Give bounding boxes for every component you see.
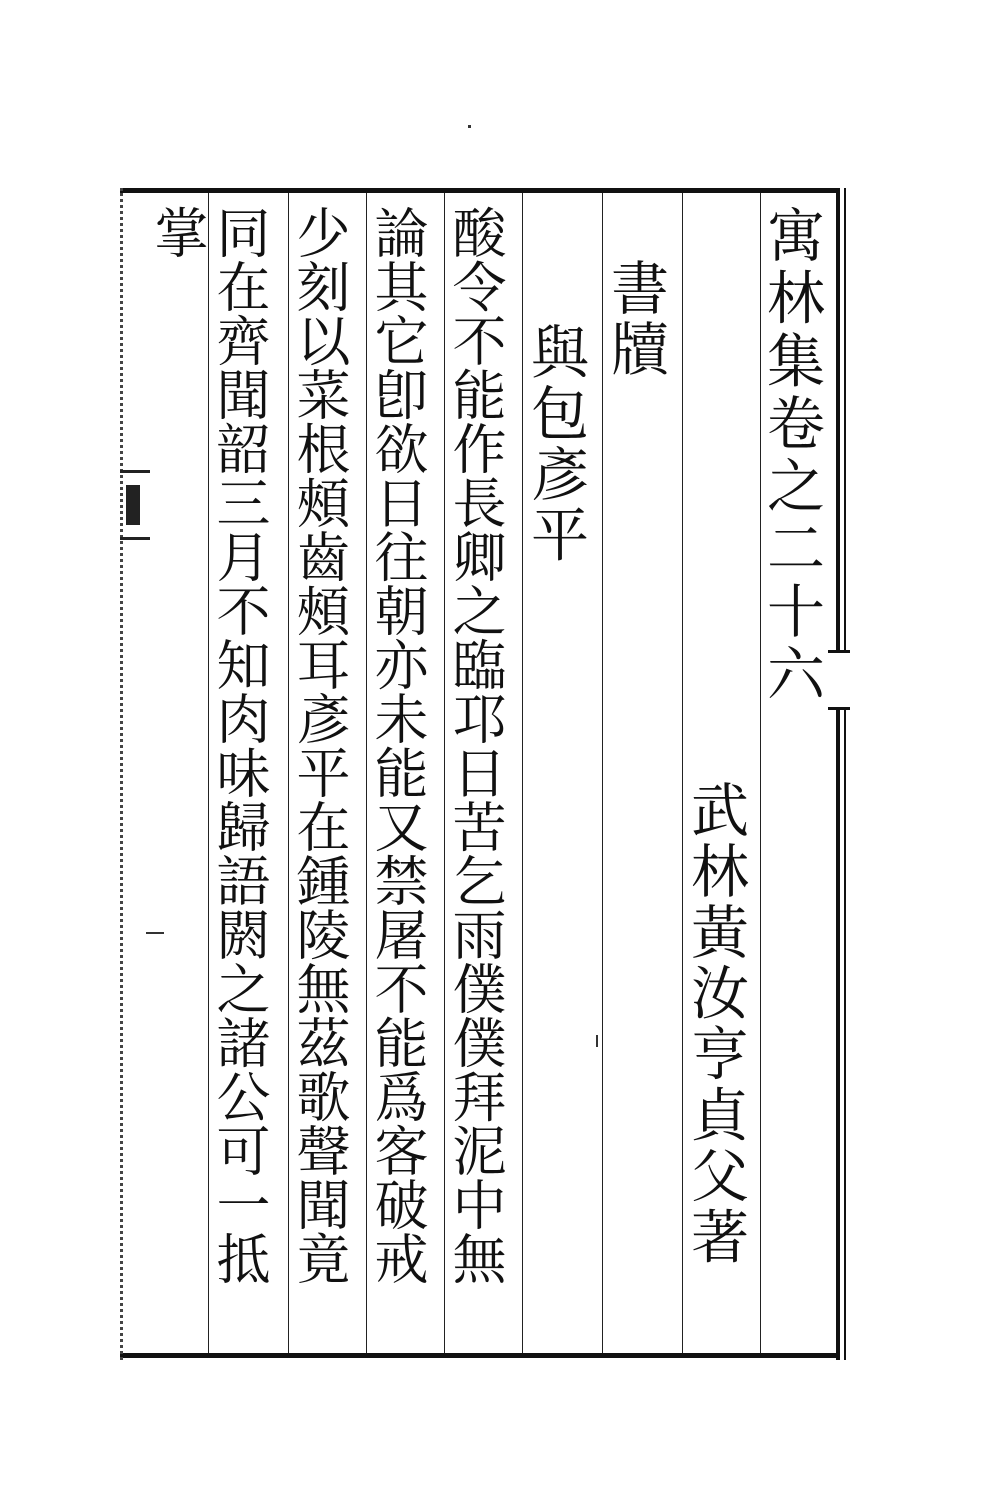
text-column-1: 酸令不能作長卿之臨邛日苦乞雨僕僕拜泥中無 (444, 205, 507, 1285)
text-column-2: 論其它卽欲日往朝亦未能又禁屠不能爲客破戒 (366, 205, 429, 1285)
print-speck (468, 125, 471, 128)
section-heading: 書牘 (601, 258, 669, 380)
page-edge-notch (828, 650, 850, 710)
letter-title: 與包彥平 (521, 322, 589, 566)
text-column-5: 掌 (146, 205, 209, 259)
page-edge-right (836, 188, 846, 1360)
text-column-3: 少刻以菜根頰齒頰耳彥平在鍾陵無茲歌聲聞竟 (288, 205, 351, 1285)
text-column-4: 同在齊聞韶三月不知肉味歸語閼之諸公可一抵 (208, 205, 271, 1285)
page-edge-left (120, 188, 140, 1360)
print-speck (146, 932, 164, 934)
author-line: 武林黃汝亨貞父著 (681, 780, 749, 1268)
print-speck (596, 1035, 598, 1047)
volume-title: 寓林集卷之二十六 (757, 205, 825, 707)
fishtail-mark (120, 470, 150, 540)
